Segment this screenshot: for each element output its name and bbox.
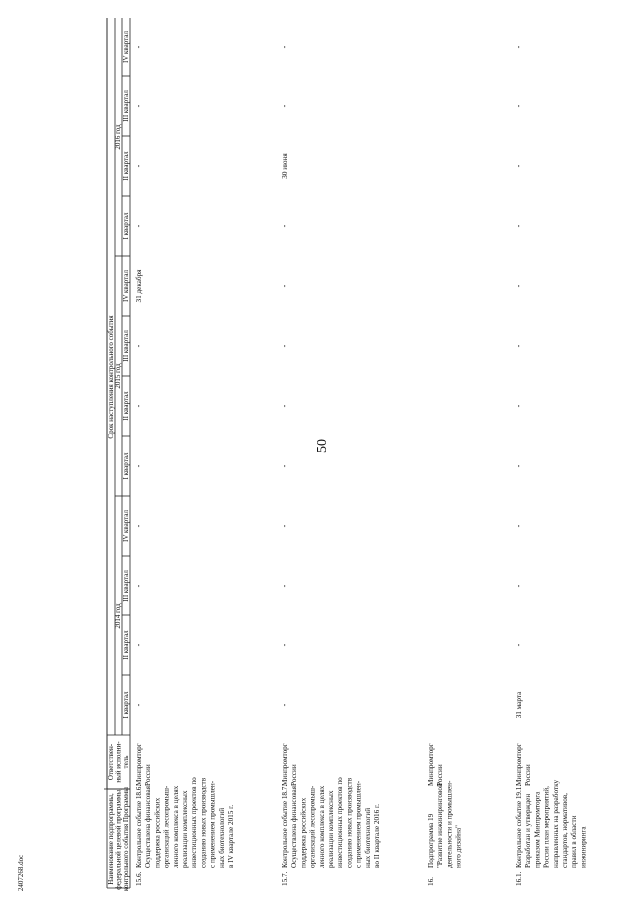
header-q3-2014: III квартал bbox=[122, 570, 130, 602]
row-name-line: инжиниринга bbox=[579, 826, 588, 868]
row-deadline-value: - bbox=[134, 224, 143, 228]
row-name-line: с применением промышлен- bbox=[354, 780, 363, 868]
header-q2-2015: II квартал bbox=[122, 391, 130, 421]
row-name-line: Осуществлена финансовая bbox=[144, 786, 153, 868]
row-name-line: деятельности и промышлен- bbox=[445, 780, 454, 868]
row-responsible-line: России bbox=[144, 764, 153, 786]
row-name-line: ного дизайна" bbox=[454, 825, 463, 868]
row-number: 15.6. bbox=[135, 871, 143, 886]
row-deadline-value: - bbox=[134, 643, 143, 647]
footer-code bbox=[14, 848, 28, 898]
row-deadline-value: - bbox=[514, 224, 523, 228]
row-deadline-value: - bbox=[134, 524, 143, 528]
row-name-line: стандартов, нормативов, bbox=[561, 793, 569, 868]
row-deadline-value: - bbox=[134, 404, 143, 408]
header-resp-line-3: тель bbox=[122, 755, 130, 769]
header-q3-2016: III квартал bbox=[122, 90, 130, 122]
row-deadline-value: - bbox=[280, 45, 289, 49]
row-deadline-value: - bbox=[134, 703, 143, 707]
row-name-line: в IV квартале 2015 г. bbox=[227, 804, 235, 868]
row-deadline-value: - bbox=[134, 584, 143, 588]
row-name-line: Разработан и утвержден bbox=[524, 793, 533, 868]
row-deadline-value: - bbox=[514, 104, 523, 108]
row-name-line: организаций лесопромыш- bbox=[308, 785, 317, 868]
row-number: 15.7. bbox=[281, 871, 289, 886]
row-name-line: Контрольное событие 18.7. bbox=[281, 784, 289, 868]
header-q4-2016: IV квартал bbox=[122, 31, 130, 63]
row-deadline-value: - bbox=[514, 45, 523, 49]
row-responsible-line: Минпромторг bbox=[135, 743, 143, 786]
row-deadline-value: - bbox=[280, 643, 289, 647]
row-name-line: Осуществлена финансовая bbox=[290, 786, 299, 868]
row-name-line: правил в области bbox=[570, 815, 579, 868]
row-name-line: организаций лесопромыш- bbox=[162, 785, 171, 868]
row-deadline-value: 31 марта bbox=[515, 691, 523, 719]
header-name-line-2: федеральной целевой программы, bbox=[114, 788, 123, 890]
row-name-line: Подпрограмма 19 bbox=[427, 813, 435, 868]
row-name-line: инвестиционных проектов по bbox=[336, 777, 345, 868]
row-responsible-line: России bbox=[290, 764, 299, 786]
row-name-line: ленного комплекса в целях bbox=[317, 785, 326, 868]
row-deadline-value: - bbox=[514, 643, 523, 647]
row-number: 16.1. bbox=[515, 871, 523, 886]
row-name-line: инвестиционных проектов по bbox=[190, 777, 199, 868]
row-deadline-value: - bbox=[514, 284, 523, 288]
row-deadline-value: - bbox=[280, 404, 289, 408]
row-name-line: Контрольное событие 19.1. bbox=[515, 784, 523, 868]
header-q4-2014: IV квартал bbox=[122, 510, 130, 542]
header-q2-2016: II квартал bbox=[122, 151, 130, 181]
row-name-line: ленного комплекса в целях bbox=[171, 785, 180, 868]
row-deadline-value: - bbox=[280, 464, 289, 468]
header-name-line-1: Наименование подпрограммы, bbox=[107, 793, 115, 885]
row-name-line: реализации комплексных bbox=[181, 790, 189, 868]
row-name-line: "Развитие инжиниринговой bbox=[436, 783, 445, 868]
header-resp-line-1: Ответствен- bbox=[107, 743, 115, 781]
header-q3-2015: III квартал bbox=[122, 330, 130, 362]
row-deadline-value: - bbox=[280, 224, 289, 228]
header-year-2015: 2015 год bbox=[114, 363, 122, 389]
row-deadline-value: - bbox=[134, 164, 143, 168]
row-name-line: России план мероприятий, bbox=[542, 786, 551, 868]
row-number: 16. bbox=[427, 877, 435, 886]
row-name-line: направленных на разработку bbox=[551, 779, 560, 868]
row-responsible-line: Минпромторг bbox=[427, 743, 435, 786]
row-deadline-value: - bbox=[280, 524, 289, 528]
row-deadline-value: - bbox=[280, 584, 289, 588]
footer-code-text: 2407268.doc bbox=[17, 854, 26, 892]
header-year-2014: 2014 год bbox=[114, 603, 122, 629]
header-year-2016: 2016 год bbox=[114, 124, 122, 150]
row-name-line: созданию новых производств bbox=[345, 777, 354, 868]
row-name-line: Контрольное событие 18.6. bbox=[135, 784, 143, 868]
header-name-line-3: контрольного события Программы bbox=[122, 787, 130, 891]
header-q2-2014: II квартал bbox=[122, 630, 130, 660]
row-deadline-value: - bbox=[134, 45, 143, 49]
header-resp-line-2: ный исполни- bbox=[114, 741, 123, 783]
row-deadline-value: - bbox=[514, 344, 523, 348]
row-responsible-line: России bbox=[524, 764, 533, 786]
row-name-line: поддержка российских bbox=[153, 797, 162, 868]
header-q1-2015: I квартал bbox=[122, 452, 130, 480]
row-deadline-value: - bbox=[280, 104, 289, 108]
row-deadline-value: 30 июня bbox=[281, 153, 289, 179]
row-deadline-value: - bbox=[514, 584, 523, 588]
row-deadline-value: - bbox=[134, 464, 143, 468]
header-q4-2015: IV квартал bbox=[122, 270, 130, 302]
table-body bbox=[134, 45, 587, 886]
row-name-line: реализации комплексных bbox=[327, 790, 335, 868]
row-deadline-value: - bbox=[280, 703, 289, 707]
row-deadline-value: - bbox=[134, 344, 143, 348]
row-name-line: во II квартале 2016 г. bbox=[373, 804, 381, 868]
row-name-line: приказом Минпромторга bbox=[533, 791, 542, 868]
row-deadline-value: 31 декабря bbox=[135, 269, 143, 303]
row-responsible-line: Минпромторг bbox=[281, 743, 289, 786]
row-name-line: с применением промышлен- bbox=[208, 780, 217, 868]
row-deadline-value: - bbox=[280, 284, 289, 288]
row-deadline-value: - bbox=[514, 404, 523, 408]
row-deadline-value: - bbox=[280, 344, 289, 348]
row-responsible-line: России bbox=[436, 764, 445, 786]
row-name-line: ных биотехнологий bbox=[217, 807, 226, 868]
row-deadline-value: - bbox=[514, 164, 523, 168]
header-deadline: Срок наступления контрольного события bbox=[107, 315, 115, 439]
header-q1-2016: I квартал bbox=[122, 212, 130, 240]
row-name-line: созданию новых производств bbox=[199, 777, 208, 868]
table-header bbox=[107, 31, 130, 891]
header-q1-2014: I квартал bbox=[122, 691, 130, 719]
row-deadline-value: - bbox=[514, 524, 523, 528]
page-number: 50 bbox=[315, 439, 330, 453]
row-deadline-value: - bbox=[134, 104, 143, 108]
row-name-line: поддержка российских bbox=[299, 797, 308, 868]
row-name-line: ных биотехнологий bbox=[363, 807, 372, 868]
row-deadline-value: - bbox=[514, 464, 523, 468]
row-responsible-line: Минпромторг bbox=[515, 743, 523, 786]
